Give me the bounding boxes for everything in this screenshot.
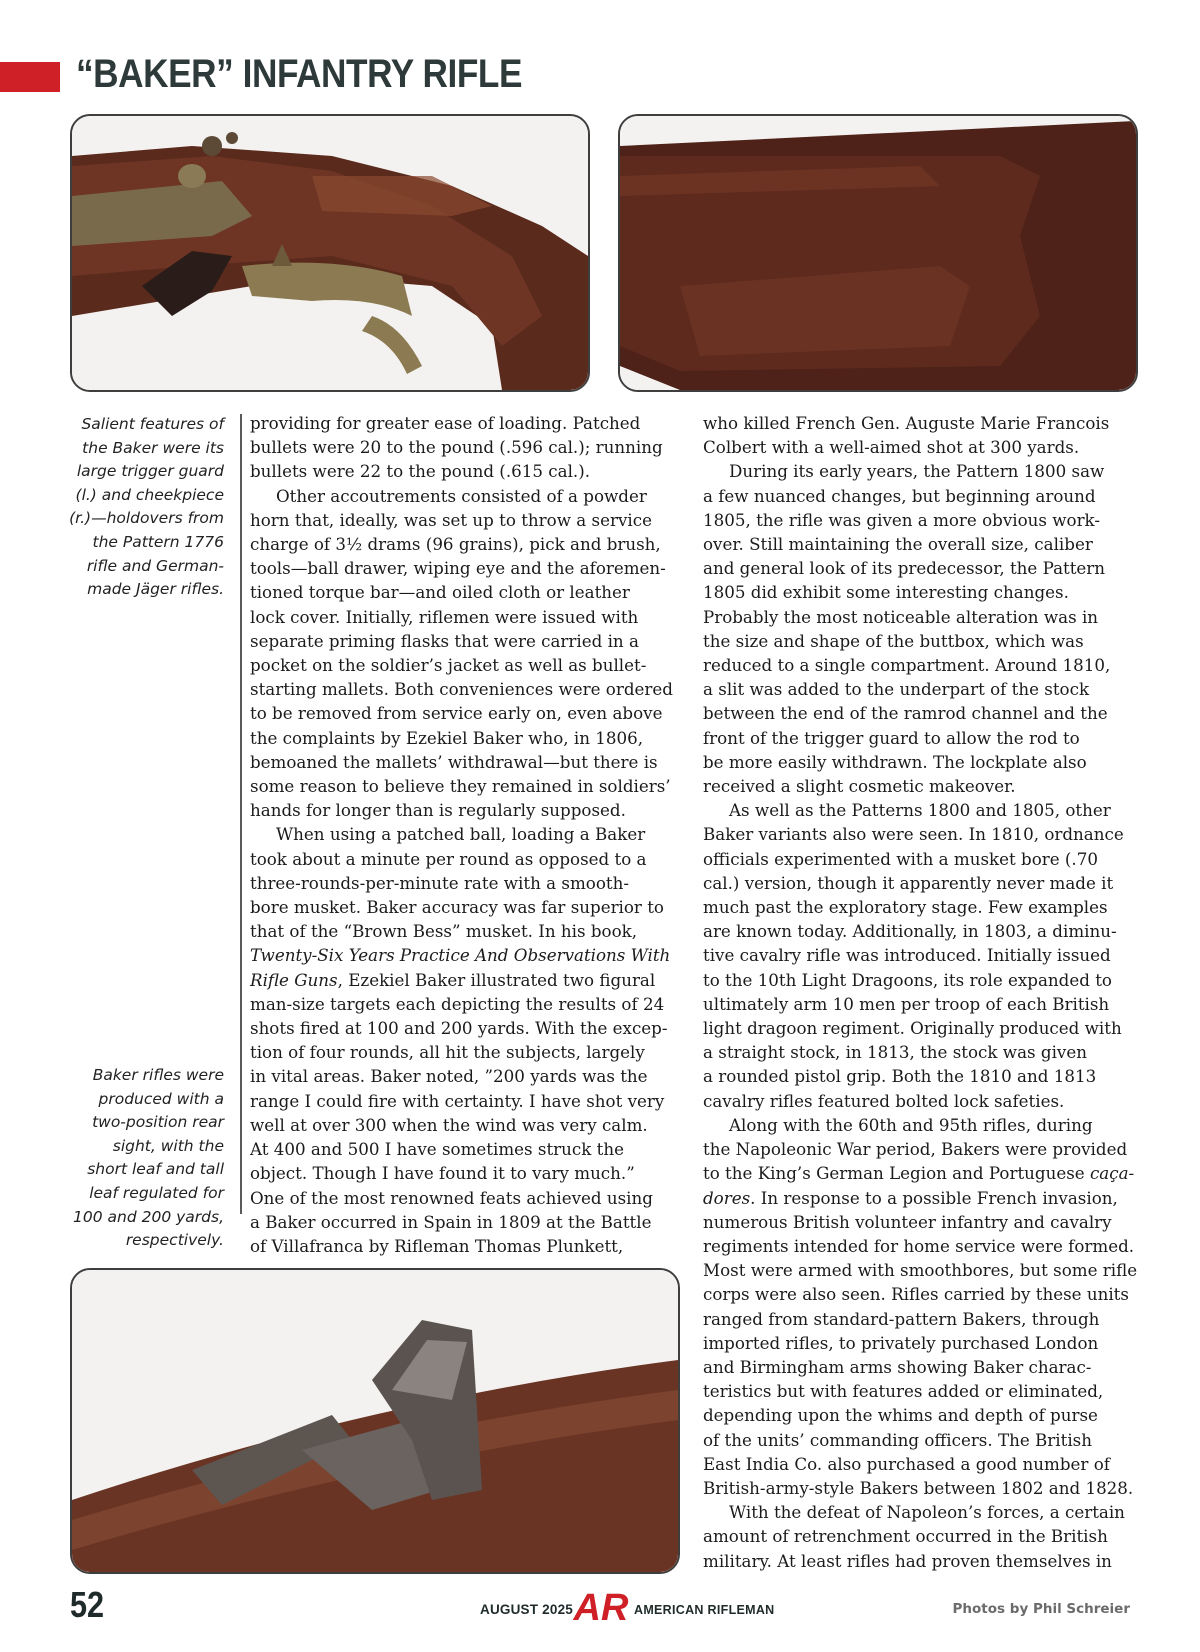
caption-line: Salient features of [81, 415, 224, 433]
text-line: a slit was added to the underpart of the stock [703, 679, 1090, 700]
book-title-end: Rifle Guns [250, 969, 338, 990]
text-line: bemoaned the mallets’ withdrawal—but there is [250, 751, 658, 772]
text-line: corps were also seen. Rifles carried by these units [703, 1284, 1129, 1305]
text-line: bore musket. Baker accuracy was far superior to [250, 897, 664, 918]
text-line: much past the exploratory stage. Few examples [703, 897, 1108, 918]
text-line: tive cavalry rifle was introduced. Initially issued [703, 945, 1111, 966]
caption-line: sight, with the [112, 1136, 224, 1155]
text-line: the Napoleonic War period, Bakers were provided [703, 1139, 1128, 1160]
text-line: Most were armed with smoothbores, but some rifle [703, 1260, 1138, 1281]
text-line: cavalry rifles featured bolted lock safeties. [703, 1090, 1065, 1111]
text-line: range I could fire with certainty. I have shot very [250, 1090, 665, 1111]
text-line: cal.) version, though it apparently never made it [703, 872, 1114, 893]
text-line: During its early years, the Pattern 1800 saw [729, 461, 1105, 482]
text-line: regiments intended for home service were formed. [703, 1235, 1135, 1256]
text-line: hands for longer than is regularly supposed. [250, 800, 626, 821]
text-line [703, 1186, 1137, 1210]
text-line: officials experimented with a musket bore (.70 [703, 848, 1098, 869]
caption-line: two-position rear [92, 1113, 224, 1132]
text-line: a straight stock, in 1813, the stock was given [703, 1042, 1087, 1063]
text-line: reduced to a single compartment. Around 1810, [703, 655, 1111, 676]
header-accent-bar [0, 62, 60, 92]
text-line: that of the “Brown Bess” musket. In his book, [250, 921, 638, 942]
text-line: ultimately arm 10 men per troop of each British [703, 993, 1110, 1014]
rifle-stock-cheekpiece-icon [620, 116, 1136, 390]
caption-line: the Pattern 1776 [92, 532, 224, 551]
caption-line: made Jäger rifles. [87, 580, 224, 599]
photo-credit: Photos by Phil Schreier [952, 1601, 1130, 1617]
text-line: tioned torque bar—and oiled cloth or leather [250, 582, 630, 603]
text-line: well at over 300 when the wind was very calm. [250, 1114, 648, 1135]
issue-date: AUGUST 2025 [480, 1602, 573, 1617]
text-line: military. At least rifles had proven themselves in [703, 1550, 1112, 1571]
text-line: bullets were 22 to the pound (.615 cal.). [250, 461, 591, 482]
text-line: of the units’ commanding officers. The British [703, 1429, 1092, 1450]
text-line: between the end of the ramrod channel and the [703, 703, 1108, 724]
text-line: When using a patched ball, loading a Baker [276, 824, 646, 845]
trigger-guard-photo [70, 114, 590, 392]
caption-line: 100 and 200 yards, [73, 1207, 224, 1226]
text-line: Other accoutrements consisted of a powder [276, 485, 647, 506]
text-line: some reason to believe they remained in soldiers’ [250, 776, 671, 797]
text-line: With the defeat of Napoleon’s forces, a certain [729, 1502, 1125, 1523]
text-line: be more easily withdrawn. The lockplate also [703, 751, 1087, 772]
text-line: in vital areas. Baker noted, ”200 yards was the [250, 1066, 648, 1087]
text-line: and general look of its predecessor, the Pattern [703, 558, 1106, 579]
text-line: depending upon the whims and depth of purse [703, 1405, 1098, 1426]
text-line [250, 968, 680, 992]
caption-line: produced with a [98, 1089, 224, 1108]
text-line: the complaints by Ezekiel Baker who, in 1806, [250, 727, 644, 748]
rifle-lock-trigger-guard-icon [72, 116, 588, 390]
caption-line: Baker rifles were [92, 1066, 224, 1084]
photo-caption-rear-sight [48, 1064, 224, 1253]
text-line: a rounded pistol grip. Both the 1810 and 1813 [703, 1066, 1097, 1087]
caption-line: (r.)—holdovers from [69, 509, 224, 528]
photo-caption-trigger-cheekpiece [48, 413, 224, 602]
book-title-line: Twenty-Six Years Practice And Observations With [250, 945, 671, 966]
magazine-name: AMERICAN RIFLEMAN [634, 1603, 775, 1617]
caption-line: respectively. [125, 1231, 224, 1250]
text-line: Along with the 60th and 95th rifles, during [729, 1114, 1093, 1135]
text-fragment: . In response to a possible French invasion, [750, 1187, 1118, 1208]
logo-letters: AR [573, 1587, 629, 1628]
text-line: lock cover. Initially, riflemen were issued with [250, 606, 639, 627]
text-line: the size and shape of the buttbox, which was [703, 630, 1084, 651]
text-line: who killed French Gen. Auguste Marie Francois [703, 413, 1110, 433]
page-number: 52 [70, 1584, 105, 1625]
text-line: front of the trigger guard to allow the rod to [703, 727, 1080, 748]
text-line: One of the most renowned feats achieved using [250, 1187, 653, 1208]
text-line: light dragoon regiment. Originally produced with [703, 1018, 1122, 1039]
text-line: shots fired at 100 and 200 yards. With the excep- [250, 1018, 668, 1039]
caption-line: the Baker were its [82, 438, 224, 457]
rear-sight-photo [70, 1268, 680, 1574]
text-line: tion of four rounds, all hit the subjects, largely [250, 1042, 645, 1063]
text-line: As well as the Patterns 1800 and 1805, other [729, 800, 1111, 821]
text-fragment: to the King’s German Legion and Portuguese [703, 1163, 1090, 1184]
text-line: Baker variants also were seen. In 1810, ordnance [703, 824, 1124, 845]
text-line: are known today. Additionally, in 1803, a diminu- [703, 921, 1117, 942]
text-line: received a slight cosmetic makeover. [703, 776, 1016, 797]
text-line: East India Co. also purchased a good number of [703, 1453, 1110, 1474]
text-line: took about a minute per round as opposed to a [250, 848, 647, 869]
rifle-rear-sight-icon [72, 1270, 678, 1572]
text-line: Colbert with a well-aimed shot at 300 yards. [703, 437, 1080, 458]
text-line: over. Still maintaining the overall size, caliber [703, 534, 1093, 555]
text-line: a Baker occurred in Spain in 1809 at the Battle [250, 1211, 652, 1232]
text-line: teristics but with features added or eliminated, [703, 1381, 1104, 1402]
article-column-right [703, 411, 1137, 1573]
american-rifleman-logo-icon [572, 1586, 630, 1628]
text-line: and Birmingham arms showing Baker charac- [703, 1356, 1092, 1377]
article-column-middle [250, 411, 680, 1258]
text-line: imported rifles, to privately purchased London [703, 1332, 1099, 1353]
text-line: horn that, ideally, was set up to throw a service [250, 509, 652, 530]
text-line: tools—ball drawer, wiping eye and the aforemen- [250, 558, 666, 579]
text-line: At 400 and 500 I have sometimes struck the [250, 1139, 624, 1160]
text-line: to the 10th Light Dragoons, its role expanded to [703, 969, 1112, 990]
text-line: separate priming flasks that were carried in a [250, 630, 639, 651]
text-line: to be removed from service early on, even above [250, 703, 663, 724]
text-line: a few nuanced changes, but beginning around [703, 485, 1096, 506]
text-line: Probably the most noticeable alteration was in [703, 606, 1099, 627]
cheekpiece-photo [618, 114, 1138, 392]
caption-line: (l.) and cheekpiece [75, 485, 224, 504]
text-line: bullets were 20 to the pound (.596 cal.); running [250, 437, 663, 458]
text-line: starting mallets. Both conveniences were ordered [250, 679, 673, 700]
text-line: 1805, the rifle was given a more obvious work- [703, 509, 1101, 530]
text-line: 1805 did exhibit some interesting changes. [703, 582, 1069, 603]
text-line: charge of 3½ drams (96 grains), pick and brush, [250, 534, 661, 555]
text-line: amount of retrenchment occurred in the British [703, 1526, 1108, 1547]
italic-term: caça- [1089, 1163, 1135, 1184]
text-line: three-rounds-per-minute rate with a smooth- [250, 872, 629, 893]
caption-line: large trigger guard [76, 462, 224, 481]
text-line: man-size targets each depicting the results of 24 [250, 993, 665, 1014]
text-line: ranged from standard-pattern Bakers, through [703, 1308, 1100, 1329]
text-line: providing for greater ease of loading. Patched [250, 413, 641, 433]
text-line: pocket on the soldier’s jacket as well as bullet- [250, 655, 647, 676]
text-line: numerous British volunteer infantry and cavalry [703, 1211, 1112, 1232]
page-title: “BAKER” INFANTRY RIFLE [76, 52, 522, 96]
text-line: British-army-style Bakers between 1802 and 1828. [703, 1477, 1134, 1498]
text-line: object. Though I have found it to vary much.” [250, 1163, 635, 1184]
column-divider [240, 414, 242, 1214]
text-line [703, 1161, 1137, 1185]
text-fragment: , Ezekiel Baker illustrated two figural [337, 969, 656, 990]
caption-line: rifle and German- [86, 556, 224, 575]
caption-line: short leaf and tall [87, 1160, 224, 1179]
italic-term: dores [703, 1187, 751, 1208]
caption-line: leaf regulated for [89, 1183, 224, 1202]
text-line: of Villafranca by Rifleman Thomas Plunkett, [250, 1235, 624, 1256]
